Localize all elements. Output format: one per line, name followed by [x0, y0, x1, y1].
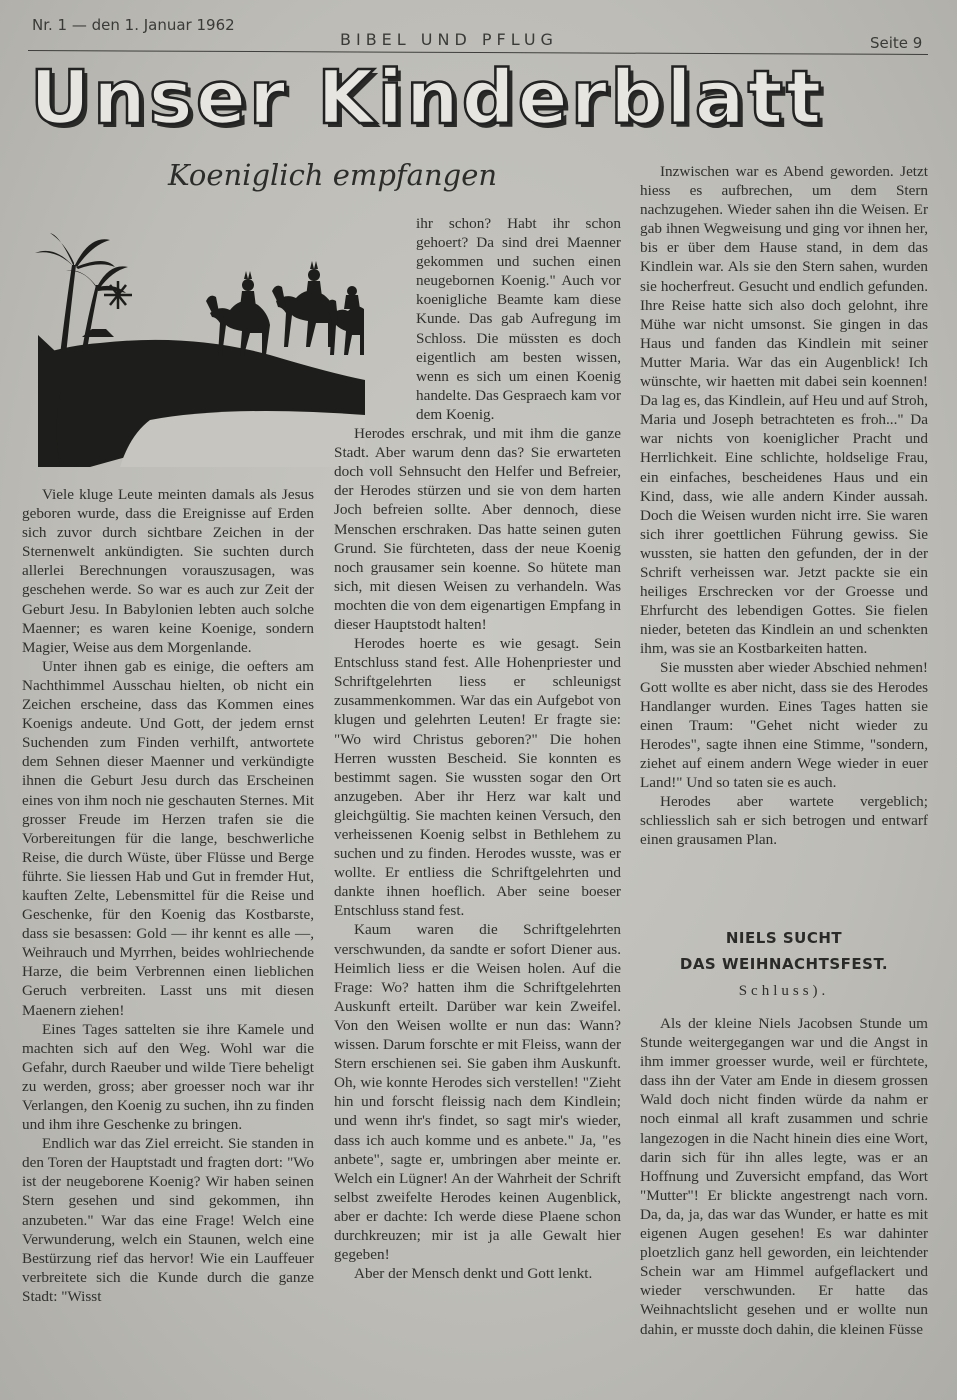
- publication-name: BIBEL UND PFLUG: [340, 30, 558, 49]
- story-title: Koeniglich empfangen: [168, 158, 498, 192]
- niels-heading: [640, 925, 928, 977]
- paragraph: Herodes erschrak, und mit ihm die ganze Stadt. Aber warum denn das? Sie erwarteten doch voll Sehnsucht den Helfer und Befreier, der Herodes stürzen und sie von dem harten Joch befreien sollte. Aber dennoch, diese Menschen erschraken. Das hatte seinen guten Grund. Sie fürchteten, dass der neue Koenig noch grausamer sein koenne. So hütete man sich, mit diesen Weisen zu verhandeln. Was mochten die von dem eigenartigen Empfang in dieser Hauptstodt halten!: [334, 425, 621, 633]
- paragraph: Endlich war das Ziel erreicht. Sie standen in den Toren der Hauptstadt und fragten dort: "Wo ist der neugeborene Koenig? Wir haben seinen Stern gesehen und sind gekommen, ihn anzubeten." War das eine Frage! Welch eine Verwunderung, welch ein Staunen, welch eine Bestürzung rief das hervor! Wie ein Lauffeuer verbreitete sich die Kunde durch die ganze Stadt: "Wisst: [22, 1135, 314, 1305]
- niels-title-line2: DAS WEIHNACHTSFEST.: [679, 955, 889, 973]
- column-3: [640, 162, 928, 849]
- paragraph: Als der kleine Niels Jacobsen Stunde um Stunde weitergegangen war und die Angst in ihm immer groesser wurde, weil er fürchtete, dass ihn der Vater am Ende in diesem grossen Wald doch nicht finden würde da nahm er noch einmal all kraft zusammen und schrie langezogen in die Nacht hinein dies eine Wort, darin sich für ihn alles legte, was er an Hoffnung und Zuversicht empfand, das Wort "Mutter"! Er blickte angestrengt nach vorn. Da, da, ja, das war das Wunder, er hatte es mit eigenen Augen gesehen! Es war dahinter ploetzlich ganz hell geworden, ein leichtender Schein war am Himmel aufgeflackert und wieder verschwunden. Er hatte das Weihnachtslicht gesehen und er wollte nun dahin, er musste doch dahin, die kleinen Füsse: [640, 1015, 928, 1338]
- paragraph: Viele kluge Leute meinten damals als Jesus geboren wurde, dass die Ereignisse auf Erden sich zuvor durch sichtbare Zeichen in der Sternenwelt ankündigten. Sie suchten durch allerlei Berechnungen vorauszusagen, was geschehen werde. So war es auch zur Zeit der Geburt Jesu. In Babylonien lebten auch solche Maenner; es waren keine Koenige, sondern Magier, Weise aus dem Morgenlande.: [22, 486, 314, 656]
- niels-title-line1: NIELS SUCHT: [725, 929, 843, 947]
- niels-story: [640, 1014, 928, 1339]
- paragraph: Sie mussten aber wieder Abschied nehmen! Gott wollte es aber nicht, dass sie des Herodes Handlanger wurden. Eines Tages hatten sie einen Traum: "Gehet nicht wieder zu Herodes", sagte ihnen eine Stimme, "sondern, ziehet auf einem andern Wege wieder in euer Land!" Und so taten sie es auch.: [640, 659, 928, 791]
- paragraph: Inzwischen war es Abend geworden. Jetzt hiess es aufbrechen, um dem Stern nachzugehen. Wieder sahen ihn die Weisen. Er gab ihnen Wegweisung und ging vor ihnen her, bis er über dem Hause stand, in dem das Kindlein war. Als sie den Stern sahen, wurden sie hocherfreut. Gesucht und endlich gefunden. Ihre Reise hatte sich also doch gelohnt, ihre Mühe war nicht umsonst. Sie gingen in das Haus und fanden das Kindlein mit seiner Mutter Maria. War das ein Augenblick! Ich wünschte, wir haetten mit dabei sein koennen! Da lag es, das Kindlein, auf Heu und auf Stroh, Maria und Joseph betrachteten es froh..." Da war nichts von koeniglicher Pracht und Herrlichkeit. Eine schlichte, holdselige Frau, ein einfaches, bescheidenes Haus und ein Kind, dass, wie alle andern Kinder aussah. Doch die Weisen wurden nicht irre. Sie waren sich ihrer goettlichen Führung gewiss. Sie wussten, sie hatten den gefunden, der in der Schrift verheissen war. Jetzt packte sie ein heiliges Erschrecken vor der Groesse und Ehrfurcht des lebendigen Gottes. Sie fielen nieder, beteten das Kindlein an und schenkten ihm, was sie an Kostbarkeiten hatten.: [640, 163, 928, 658]
- paragraph: Herodes aber wartete vergeblich; schliesslich sah er sich betrogen und entwarf einen grausamen Plan.: [640, 793, 928, 849]
- paragraph: Aber der Mensch denkt und Gott lenkt.: [354, 1265, 593, 1283]
- paragraph: ihr schon? Habt ihr schon gehoert? Da sind drei Maenner gekommen und suchen einen neugebornen Koenig." Auch vor koenigliche Beamte kam diese Kunde. Das gab Aufregung im Schloss. Die müssten es doch eigentlich am besten wissen, wenn es sich um einen Koenig handelte. Das Gespraech kam vor dem Koenig.: [416, 215, 621, 423]
- paragraph: Kaum waren die Schriftgelehrten verschwunden, da sandte er sofort Diener aus. Heimlich liess er die Weisen holen. Auf die Frage: Wo? hatten ihm die Schriftgelehrten Auskunft erteilt. Darüber war kein Zweifel. Von den Weisen wollte er nun das: Wann? wissen. Darum forschte er mit Fleiss, wann der Stern erschienen sei. Sie gaben ihm Auskunft. Oh, wie konnte Herodes sich verstellen! "Zieht hin und forscht fleissig nach dem Kindlein; und wenn ihr's findet, so sagt mir's wieder, dass ich auch komme und es anbete." Ja, "es anbete", sagte er, umbringen aber meinte er. Welch ein Lügner! An der Wahrheit der Schrift selbst zweifelte Herodes keinen Augenblick, aber er dachte: Ich werde diese Plaene schon durchkreuzen; mir ist ja alle Gewalt hier gegeben!: [334, 921, 621, 1264]
- paragraph: Unter ihnen gab es einige, die oefters am Nachthimmel Ausschau hielten, ob nicht ein Zeichen erscheine, dass das Kommen eines Koenigs andeute. Und Gott, der jedem ernst Suchenden zum Finden verhilft, antwortete dem Sehnen dieser Maenner und verkündigte ihnen die Geburt Jesu durch das Erscheinen eines von ihm noch nie geschauten Sternes. Mit grosser Freude im Herzen trafen sie die Vorbereitungen für die lange, beschwerliche Reise, die durch Wüste, über Flüsse und Berge führte. Sie liessen Hab und Gut in fremder Hut, kauften Zelte, Lebensmittel für die Reise und Geschenke, für den Koenig das Kostbarste, dass sie besassen: Gold — ihr kennt es alle —, Weihrauch und Myrrhen, beides wohlriechende Harze, die beim Verbrennen einen lieblichen Geruch verbreiten. Lasst uns mit diesen Maenern ziehen!: [22, 657, 314, 1019]
- magi-camels-illustration: [30, 205, 370, 470]
- niels-schluss: Schluss).: [738, 983, 830, 999]
- page-number: Seite 9: [870, 34, 923, 52]
- paragraph: Eines Tages sattelten sie ihre Kamele und machten sich auf den Weg. Wohl war die Gefahr, durch Raeuber und wilde Tiere beheligt zu werden, gross; aber groesser noch war ihr Verlangen, den Koenig zu suchen, ihn zu finden und ihm ihre Geschenke zu bringen.: [22, 1020, 314, 1134]
- masthead-title: Unser Kinderblatt: [30, 55, 825, 141]
- paragraph: Herodes hoerte es wie gesagt. Sein Entschluss stand fest. Alle Hohenpriester und Schriftgelehrten liess er schleunigst zusammenkommen. War das ein Aufgebot von klugen und gelehrten Leuten! Er fragte sie: "Wo wird Christus geboren?" Die hohen Herren wussten Bescheid. Sie konnten es bestimmt sagen. Sie wussten sogar den Ort anzugeben. Aber ihr Herz war kalt und gleichgültig. Sie machten keinen Versuch, den verheissenen Koenig selbst in Bethlehem zu suchen und zu finden. Herodes wusste, was er wollte. Er entliess die Schriftgelehrten und dankte ihnen hoeflich. Aber seine boeser Entschluss stand fest.: [334, 635, 621, 920]
- column-1: [22, 485, 314, 1306]
- column-2: [334, 214, 621, 1283]
- issue-line: Nr. 1 — den 1. Januar 1962: [32, 16, 235, 34]
